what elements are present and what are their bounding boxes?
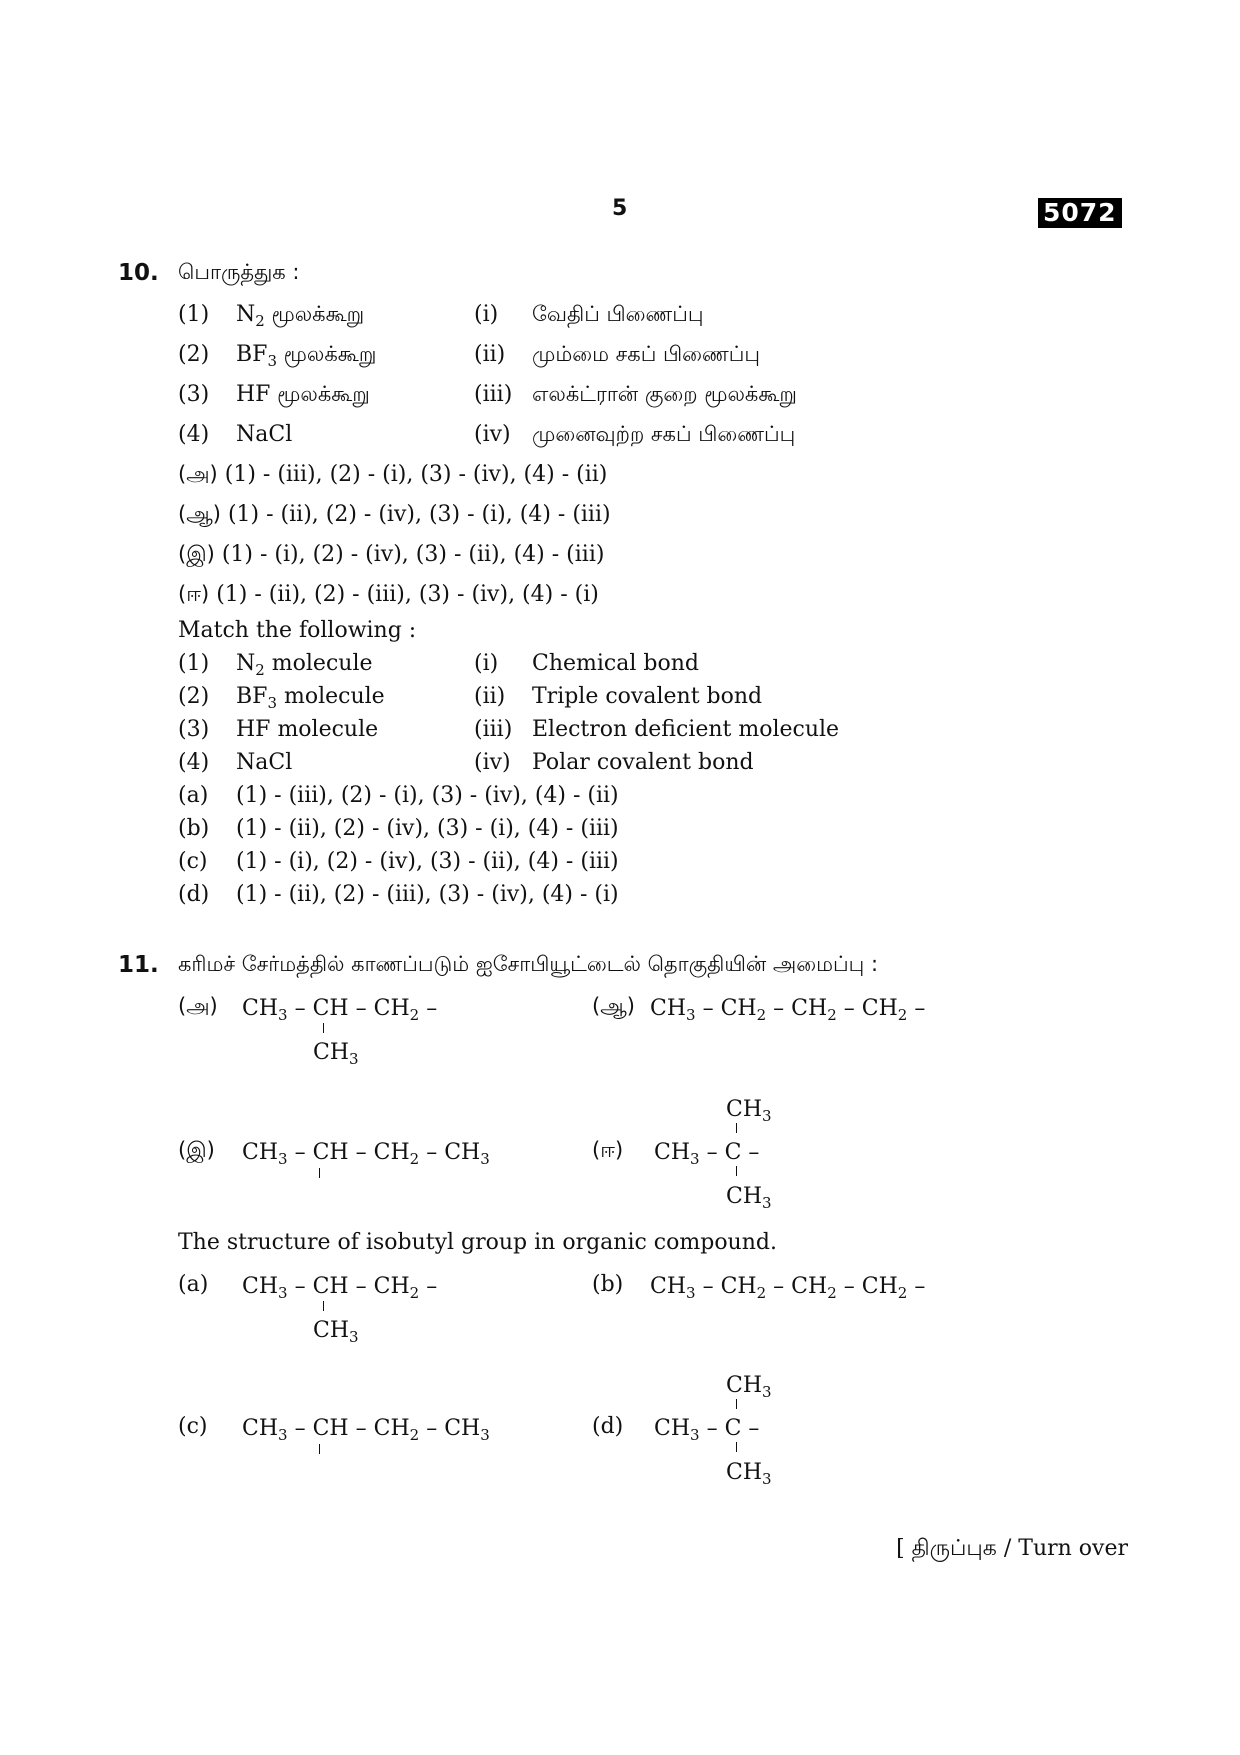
row-item: NaCl bbox=[236, 422, 293, 447]
structure-label: (ஈ) bbox=[592, 1138, 624, 1162]
paper-code: 5072 bbox=[1038, 198, 1122, 228]
structure-label: (c) bbox=[178, 1414, 208, 1439]
option-c-en[interactable]: (1) - (i), (2) - (iv), (3) - (ii), (4) - (iii) bbox=[236, 849, 619, 874]
bond-line bbox=[323, 1023, 324, 1033]
turn-over: [ திருப்புக / Turn over bbox=[896, 1536, 1128, 1561]
structure-a-ta[interactable]: $CH_3$ – CH – $CH_2$ – bbox=[242, 996, 438, 1024]
structure-label: (ஆ) bbox=[592, 994, 635, 1018]
row-item: HF molecule bbox=[236, 717, 379, 742]
row-number: (2) bbox=[178, 342, 210, 367]
row-match: Polar covalent bond bbox=[532, 750, 754, 775]
row-number: (2) bbox=[178, 684, 210, 709]
row-match: Chemical bond bbox=[532, 651, 699, 676]
option-label: (c) bbox=[178, 849, 208, 874]
row-roman: (iii) bbox=[474, 382, 513, 407]
option-b-ta[interactable]: (ஆ) (1) - (ii), (2) - (iv), (3) - (i), (4) - (iii) bbox=[178, 502, 611, 527]
option-label: (a) bbox=[178, 783, 209, 808]
row-number: (3) bbox=[178, 382, 210, 407]
option-c-ta[interactable]: (இ) (1) - (i), (2) - (iv), (3) - (ii), (4) - (iii) bbox=[178, 542, 605, 567]
structure-label: (b) bbox=[592, 1272, 624, 1297]
row-match: வேதிப் பிணைப்பு bbox=[532, 302, 704, 326]
row-number: (1) bbox=[178, 651, 210, 676]
branch-ch3: $CH_3$ bbox=[726, 1184, 772, 1212]
row-match: Electron deficient molecule bbox=[532, 717, 840, 742]
structure-d-ta[interactable]: $CH_3$ – C – bbox=[654, 1140, 760, 1168]
q11-tamil-question: கரிமச் சேர்மத்தில் காணப்படும் ஐசோபியூட்டைல் தொகுதியின் அமைப்பு : bbox=[178, 952, 879, 976]
structure-label: (d) bbox=[592, 1414, 624, 1439]
row-roman: (ii) bbox=[474, 342, 506, 367]
row-item: NaCl bbox=[236, 750, 293, 775]
option-label: (d) bbox=[178, 882, 210, 907]
branch-ch3: $CH_3$ bbox=[313, 1318, 359, 1346]
row-number: (3) bbox=[178, 717, 210, 742]
branch-ch3: $CH_3$ bbox=[726, 1097, 772, 1125]
row-roman: (iv) bbox=[474, 750, 511, 775]
question-11-number: 11. bbox=[118, 952, 159, 978]
row-item: $BF_3$ மூலக்கூறு bbox=[236, 342, 377, 370]
branch-ch3: $CH_3$ bbox=[313, 1040, 359, 1068]
row-item: $BF_3$ molecule bbox=[236, 684, 385, 712]
bond-line bbox=[319, 1444, 320, 1454]
structure-label: (a) bbox=[178, 1272, 209, 1297]
row-number: (4) bbox=[178, 750, 210, 775]
bond-line bbox=[736, 1166, 737, 1176]
structure-a-en[interactable]: $CH_3$ – CH – $CH_2$ – bbox=[242, 1274, 438, 1302]
row-item: $N_2$ molecule bbox=[236, 651, 373, 679]
q11-english-question: The structure of isobutyl group in organic compound. bbox=[178, 1230, 777, 1255]
q10-english-title: Match the following : bbox=[178, 618, 417, 643]
page-number: 5 bbox=[612, 196, 628, 221]
option-d-en[interactable]: (1) - (ii), (2) - (iii), (3) - (iv), (4) - (i) bbox=[236, 882, 619, 907]
row-item: $N_2$ மூலக்கூறு bbox=[236, 302, 365, 330]
row-roman: (i) bbox=[474, 302, 499, 327]
bond-line bbox=[736, 1442, 737, 1452]
row-number: (1) bbox=[178, 302, 210, 327]
structure-b-en[interactable]: $CH_3 - CH_2 - CH_2 - CH_2$ – bbox=[650, 1274, 926, 1302]
row-match: Triple covalent bond bbox=[532, 684, 763, 709]
bond-line bbox=[319, 1168, 320, 1178]
branch-ch3: $CH_3$ bbox=[726, 1460, 772, 1488]
branch-ch3: $CH_3$ bbox=[726, 1373, 772, 1401]
row-roman: (iv) bbox=[474, 422, 511, 447]
bond-line bbox=[323, 1301, 324, 1311]
row-roman: (iii) bbox=[474, 717, 513, 742]
structure-d-en[interactable]: $CH_3$ – C – bbox=[654, 1416, 760, 1444]
option-label: (b) bbox=[178, 816, 210, 841]
row-item: HF மூலக்கூறு bbox=[236, 382, 370, 407]
row-roman: (i) bbox=[474, 651, 499, 676]
option-a-en[interactable]: (1) - (iii), (2) - (i), (3) - (iv), (4) - (ii) bbox=[236, 783, 619, 808]
option-a-ta[interactable]: (அ) (1) - (iii), (2) - (i), (3) - (iv), (4) - (ii) bbox=[178, 462, 608, 487]
structure-label: (அ) bbox=[178, 994, 218, 1018]
q10-tamil-title: பொருத்துக : bbox=[178, 260, 300, 284]
option-b-en[interactable]: (1) - (ii), (2) - (iv), (3) - (i), (4) - (iii) bbox=[236, 816, 619, 841]
structure-b-ta[interactable]: $CH_3 - CH_2 - CH_2 - CH_2$ – bbox=[650, 996, 926, 1024]
question-10-number: 10. bbox=[118, 260, 159, 286]
row-match: முனைவுற்ற சகப் பிணைப்பு bbox=[532, 422, 796, 446]
row-roman: (ii) bbox=[474, 684, 506, 709]
bond-line bbox=[736, 1123, 737, 1133]
row-match: எலக்ட்ரான் குறை மூலக்கூறு bbox=[532, 382, 797, 406]
structure-c-en[interactable]: $CH_3$ – CH – $CH_2 - CH_3$ bbox=[242, 1416, 490, 1444]
structure-label: (இ) bbox=[178, 1138, 215, 1162]
bond-line bbox=[736, 1399, 737, 1409]
row-number: (4) bbox=[178, 422, 210, 447]
row-match: மும்மை சகப் பிணைப்பு bbox=[532, 342, 761, 366]
option-d-ta[interactable]: (ஈ) (1) - (ii), (2) - (iii), (3) - (iv), (4) - (i) bbox=[178, 582, 599, 607]
structure-c-ta[interactable]: $CH_3$ – CH – $CH_2 - CH_3$ bbox=[242, 1140, 490, 1168]
